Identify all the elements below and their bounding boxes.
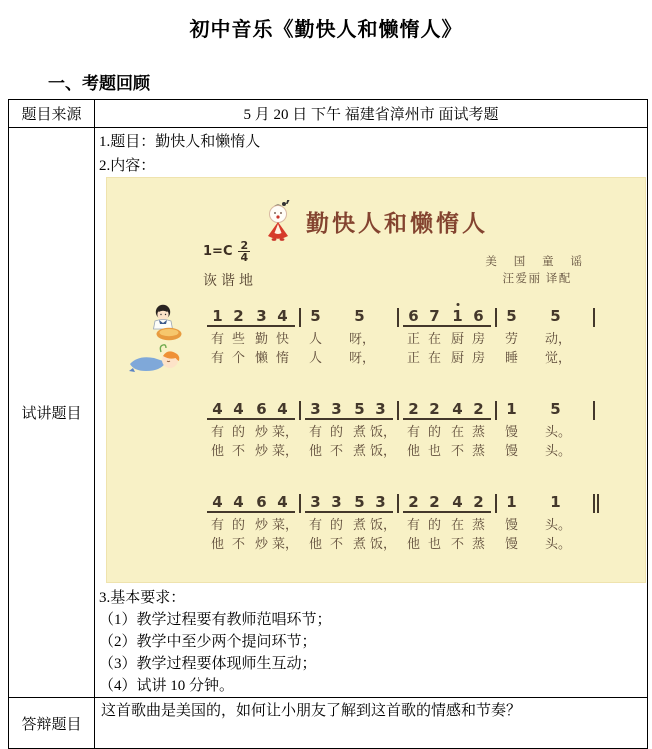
note: 2 — [473, 400, 484, 418]
note: 7 — [429, 307, 440, 325]
note: 4 — [277, 493, 288, 511]
lyric-group — [251, 330, 295, 348]
lyric-group — [447, 349, 491, 367]
note: 4 — [212, 400, 223, 418]
notes-row — [207, 401, 295, 420]
lyric-group — [545, 423, 589, 441]
lyric-group — [403, 516, 447, 534]
lyric-group — [349, 516, 397, 534]
note: 1 — [506, 400, 517, 418]
requirement-2: （2）教学中至少两个提问环节； — [99, 634, 317, 650]
sheet-title-row — [107, 200, 645, 242]
lyric-syllable: 在 — [427, 350, 441, 365]
lyrics-row-1 — [305, 330, 393, 348]
measure — [203, 308, 299, 367]
song-credits — [485, 254, 589, 288]
lyrics-row-2 — [403, 349, 491, 367]
lyric-syllable: 蒸 — [471, 443, 485, 458]
lyric-syllable: 菜， — [272, 536, 299, 551]
source-row-content: 5 月 20 日 下午 福建省漳州市 面试考题 — [95, 100, 648, 128]
sleeping-child-icon — [127, 344, 183, 374]
note: 2 — [473, 493, 484, 511]
lyric-syllable: 劳 — [504, 331, 518, 346]
lyric-syllable: 头。 — [545, 424, 572, 439]
lyric-group — [349, 423, 397, 441]
margin-illustrations — [125, 304, 197, 374]
note: 4 — [212, 493, 223, 511]
lyric-syllable: 不 — [231, 443, 245, 458]
note: 1 — [550, 493, 561, 511]
measure — [301, 401, 397, 460]
note: 5 — [354, 307, 365, 325]
lyric-syllable: 炒 — [254, 536, 268, 551]
lyric-group — [403, 423, 447, 441]
notes-row — [403, 401, 491, 420]
beat-group — [501, 494, 545, 513]
lyric-group — [305, 535, 349, 553]
note: 2 — [408, 400, 419, 418]
lyrics-row-1 — [207, 516, 299, 534]
lyric-syllable: 他 — [210, 443, 224, 458]
lyrics-row-1 — [501, 330, 589, 348]
lyrics-row-1 — [501, 516, 589, 534]
lecture-item-requirements: 3.基本要求： — [99, 590, 186, 606]
lyrics-row-2 — [305, 349, 393, 367]
lyrics-row-2 — [403, 442, 491, 460]
lyric-group — [545, 516, 589, 534]
music-systems — [203, 308, 599, 587]
beat-group — [207, 308, 251, 327]
lyric-syllable: 炒 — [254, 443, 268, 458]
beat-group — [305, 494, 349, 513]
washing-boy-icon — [145, 304, 185, 342]
lyric-group — [207, 516, 251, 534]
note: 3 — [256, 307, 267, 325]
lyric-group — [501, 330, 545, 348]
lyric-syllable: 的 — [329, 424, 343, 439]
lyric-syllable: 有 — [210, 517, 224, 532]
lyric-syllable: 菜， — [272, 424, 299, 439]
note: 1 — [447, 308, 468, 325]
credit-translator: 汪爱丽 译配 — [502, 273, 572, 285]
lyric-group — [251, 516, 299, 534]
lyrics-row-2 — [501, 442, 589, 460]
measure — [399, 494, 495, 553]
lyric-group — [207, 349, 251, 367]
lyric-group — [545, 349, 589, 367]
lyric-syllable: 馒 — [504, 536, 518, 551]
lyric-group — [501, 349, 545, 367]
lyric-syllable: 有 — [210, 424, 224, 439]
lyric-group — [207, 423, 251, 441]
lyric-group — [305, 330, 349, 348]
music-system — [203, 494, 599, 553]
lyric-syllable: 正 — [406, 331, 420, 346]
lyric-syllable: 馒 — [504, 424, 518, 439]
lyric-syllable: 房 — [471, 331, 485, 346]
measure — [399, 308, 495, 367]
source-row-header: 题目来源 — [9, 100, 95, 128]
lyric-syllable: 不 — [450, 443, 464, 458]
beat-group — [447, 494, 491, 513]
beat-group — [207, 401, 251, 420]
note: 6 — [256, 493, 267, 511]
note: 5 — [354, 400, 365, 418]
lyrics-row-2 — [403, 535, 491, 553]
requirement-3: （3）教学过程要体现师生互动； — [99, 656, 317, 672]
lyric-syllable: 的 — [329, 517, 343, 532]
lyric-syllable: 有 — [308, 517, 322, 532]
note: 4 — [277, 400, 288, 418]
lyric-syllable: 的 — [231, 517, 245, 532]
note: 4 — [233, 493, 244, 511]
note: 2 — [429, 493, 440, 511]
lyrics-row-2 — [207, 442, 299, 460]
lyric-syllable: 饭， — [370, 517, 397, 532]
lyric-syllable: 他 — [406, 536, 420, 551]
note: 2 — [429, 400, 440, 418]
measure — [399, 401, 495, 460]
lyric-syllable: 勤 — [254, 331, 268, 346]
lyric-syllable: 炒 — [254, 517, 268, 532]
lyric-group — [501, 442, 545, 460]
lyric-syllable: 蒸 — [471, 536, 485, 551]
beat-group — [545, 308, 589, 327]
lyrics-row-1 — [305, 423, 397, 441]
note: 5 — [506, 307, 517, 325]
lyrics-row-2 — [207, 349, 295, 367]
lyric-syllable: 动， — [545, 331, 572, 346]
note: 1 — [212, 307, 223, 325]
table-row-defense — [9, 698, 648, 749]
lyric-group — [305, 349, 349, 367]
lyric-syllable: 的 — [427, 517, 441, 532]
lyric-group — [447, 423, 491, 441]
lyrics-row-1 — [501, 423, 589, 441]
table-row-source — [9, 100, 648, 128]
lyric-group — [447, 516, 491, 534]
lyrics-row-1 — [403, 330, 491, 348]
notes-row — [501, 401, 589, 420]
note: 4 — [452, 493, 463, 511]
lyric-syllable: 蒸 — [471, 517, 485, 532]
notes-row — [501, 308, 589, 327]
table-row-lecture — [9, 128, 648, 698]
lecture-row-content — [95, 128, 648, 698]
note: 2 — [233, 307, 244, 325]
lyric-syllable: 他 — [308, 443, 322, 458]
lyric-syllable: 饭， — [370, 536, 397, 551]
lyric-group — [305, 442, 349, 460]
lyric-syllable: 头。 — [545, 517, 572, 532]
note: 4 — [452, 400, 463, 418]
beat-group — [403, 308, 447, 327]
lyric-syllable: 有 — [210, 350, 224, 365]
lyric-group — [349, 330, 393, 348]
lyric-syllable: 厨 — [450, 331, 464, 346]
lyric-syllable: 厨 — [450, 350, 464, 365]
notes-row — [403, 494, 491, 513]
lyric-syllable: 也 — [427, 536, 441, 551]
singing-doll-icon — [264, 200, 296, 242]
music-system — [203, 401, 599, 460]
lyric-syllable: 有 — [406, 424, 420, 439]
note: 5 — [550, 307, 561, 325]
lyric-syllable: 他 — [406, 443, 420, 458]
exam-table — [8, 99, 648, 749]
lyrics-row-2 — [305, 535, 397, 553]
lyric-group — [545, 442, 589, 460]
music-system — [203, 308, 599, 367]
lyric-syllable: 饭， — [370, 443, 397, 458]
lyric-syllable: 头。 — [545, 443, 572, 458]
lyric-syllable: 觉， — [545, 350, 572, 365]
lecture-row-header: 试讲题目 — [9, 128, 95, 698]
note: 3 — [375, 400, 386, 418]
note: 3 — [310, 400, 321, 418]
defense-row-content: 这首歌曲是美国的，如何让小朋友了解到这首歌的情感和节奏？ — [95, 698, 648, 749]
barline — [593, 401, 595, 420]
beat-group — [545, 401, 589, 420]
note: 3 — [331, 493, 342, 511]
lyric-group — [447, 330, 491, 348]
measure — [203, 401, 299, 460]
lyric-syllable: 炒 — [254, 424, 268, 439]
lyric-syllable: 呀， — [349, 331, 376, 346]
barline — [593, 308, 595, 327]
beat-group — [349, 494, 393, 513]
lyric-syllable: 煮 — [352, 443, 366, 458]
lyric-syllable: 人 — [308, 331, 322, 346]
lyric-syllable: 头。 — [545, 536, 572, 551]
note: 3 — [375, 493, 386, 511]
lyric-group — [447, 442, 491, 460]
lyric-syllable: 菜， — [272, 443, 299, 458]
lyric-group — [501, 516, 545, 534]
notes-row — [305, 308, 393, 327]
lyric-syllable: 不 — [231, 536, 245, 551]
note: 6 — [473, 307, 484, 325]
lyric-group — [501, 535, 545, 553]
note: 5 — [310, 307, 321, 325]
lyrics-row-2 — [305, 442, 397, 460]
note: 1 — [506, 493, 517, 511]
note: 3 — [310, 493, 321, 511]
beat-group — [349, 308, 393, 327]
measure — [497, 308, 593, 367]
credit-origin: 美 国 童 谣 — [485, 256, 589, 268]
lyric-syllable: 有 — [406, 517, 420, 532]
lyric-group — [349, 535, 397, 553]
notes-row — [207, 494, 295, 513]
lyric-syllable: 煮 — [352, 517, 366, 532]
lyric-syllable: 快 — [275, 331, 289, 346]
lyric-syllable: 的 — [231, 424, 245, 439]
note: 5 — [354, 493, 365, 511]
lyric-group — [251, 423, 299, 441]
lyric-syllable: 睡 — [504, 350, 518, 365]
lyric-group — [207, 442, 251, 460]
lyric-syllable: 惰 — [275, 350, 289, 365]
lyric-group — [251, 349, 295, 367]
measure — [301, 308, 397, 367]
lyrics-row-1 — [305, 516, 397, 534]
lyric-group — [403, 330, 447, 348]
lyric-group — [305, 516, 349, 534]
note: 5 — [550, 400, 561, 418]
time-signature: $\frac{2}{4}$ — [240, 239, 249, 264]
defense-row-header: 答辩题目 — [9, 698, 95, 749]
lyric-group — [403, 535, 447, 553]
note: 6 — [408, 307, 419, 325]
lyric-syllable: 他 — [308, 536, 322, 551]
beat-group — [251, 308, 295, 327]
beat-group — [305, 401, 349, 420]
lyric-syllable: 房 — [471, 350, 485, 365]
lyric-syllable: 也 — [427, 443, 441, 458]
notes-row — [501, 494, 589, 513]
lyric-syllable: 正 — [406, 350, 420, 365]
lyric-syllable: 的 — [427, 424, 441, 439]
measure — [203, 494, 299, 553]
beat-group — [501, 308, 545, 327]
lyric-syllable: 有 — [210, 331, 224, 346]
lyric-syllable: 煮 — [352, 424, 366, 439]
beat-group — [403, 494, 447, 513]
lyric-group — [545, 330, 589, 348]
note: 2 — [408, 493, 419, 511]
section-heading: 一、考题回顾 — [48, 74, 150, 93]
lyric-syllable: 不 — [450, 536, 464, 551]
beat-group — [447, 308, 491, 327]
lyric-group — [501, 423, 545, 441]
lyric-syllable: 不 — [329, 443, 343, 458]
tempo-marking: 诙谐地 — [203, 274, 257, 289]
notes-row — [207, 308, 295, 327]
lecture-item-content: 2.内容： — [99, 158, 156, 174]
lyric-syllable: 人 — [308, 350, 322, 365]
notes-row — [403, 308, 491, 327]
lyrics-row-1 — [403, 423, 491, 441]
lyric-syllable: 馒 — [504, 517, 518, 532]
notes-row — [305, 494, 393, 513]
lyrics-row-2 — [207, 535, 299, 553]
lyric-syllable: 懒 — [254, 350, 268, 365]
lyrics-row-1 — [207, 330, 295, 348]
lyrics-row-2 — [501, 535, 589, 553]
lyric-group — [447, 535, 491, 553]
beat-group — [251, 401, 295, 420]
beat-group — [251, 494, 295, 513]
lyric-syllable: 菜， — [272, 517, 299, 532]
lyric-syllable: 馒 — [504, 443, 518, 458]
lyric-syllable: 有 — [308, 424, 322, 439]
measure — [497, 401, 593, 460]
lyric-syllable: 不 — [329, 536, 343, 551]
lyric-group — [207, 330, 251, 348]
lyric-group — [403, 442, 447, 460]
lyric-syllable: 煮 — [352, 536, 366, 551]
measure — [497, 494, 593, 553]
lyric-syllable: 在 — [450, 517, 464, 532]
beat-group — [349, 401, 393, 420]
beat-group — [403, 401, 447, 420]
requirement-4: （4）试讲 10 分钟。 — [99, 678, 235, 694]
beat-group — [207, 494, 251, 513]
lyric-group — [349, 349, 393, 367]
measure — [301, 494, 397, 553]
lyric-syllable: 在 — [427, 331, 441, 346]
note: 4 — [233, 400, 244, 418]
beat-group — [447, 401, 491, 420]
sheet-music — [106, 177, 646, 583]
page-title: 初中音乐《勤快人和懒惰人》 — [189, 19, 463, 41]
beat-group — [545, 494, 589, 513]
lyric-syllable: 个 — [231, 350, 245, 365]
lyric-group — [305, 423, 349, 441]
requirement-1: （1）教学过程要有教师范唱环节； — [99, 612, 332, 628]
lyric-syllable: 在 — [450, 424, 464, 439]
lecture-item-title: 1.题目：勤快人和懒惰人 — [99, 134, 261, 150]
note: 6 — [256, 400, 267, 418]
notes-row — [305, 401, 393, 420]
lyric-group — [251, 535, 299, 553]
lyric-group — [545, 535, 589, 553]
lyric-group — [349, 442, 397, 460]
key-label: 1=C — [203, 244, 233, 259]
note: 3 — [331, 400, 342, 418]
lyric-syllable: 饭， — [370, 424, 397, 439]
lyric-group — [207, 535, 251, 553]
lyric-syllable: 他 — [210, 536, 224, 551]
song-title: 勤快人和懒惰人 — [306, 210, 488, 236]
barline — [593, 494, 599, 513]
note: 4 — [277, 307, 288, 325]
lyrics-row-1 — [403, 516, 491, 534]
lyric-group — [251, 442, 299, 460]
lyrics-row-2 — [501, 349, 589, 367]
lyric-syllable: 些 — [231, 331, 245, 346]
key-signature — [203, 240, 250, 263]
beat-group — [305, 308, 349, 327]
lyric-syllable: 蒸 — [471, 424, 485, 439]
lyric-syllable: 呀， — [349, 350, 376, 365]
lyrics-row-1 — [207, 423, 299, 441]
lyric-group — [403, 349, 447, 367]
beat-group — [501, 401, 545, 420]
